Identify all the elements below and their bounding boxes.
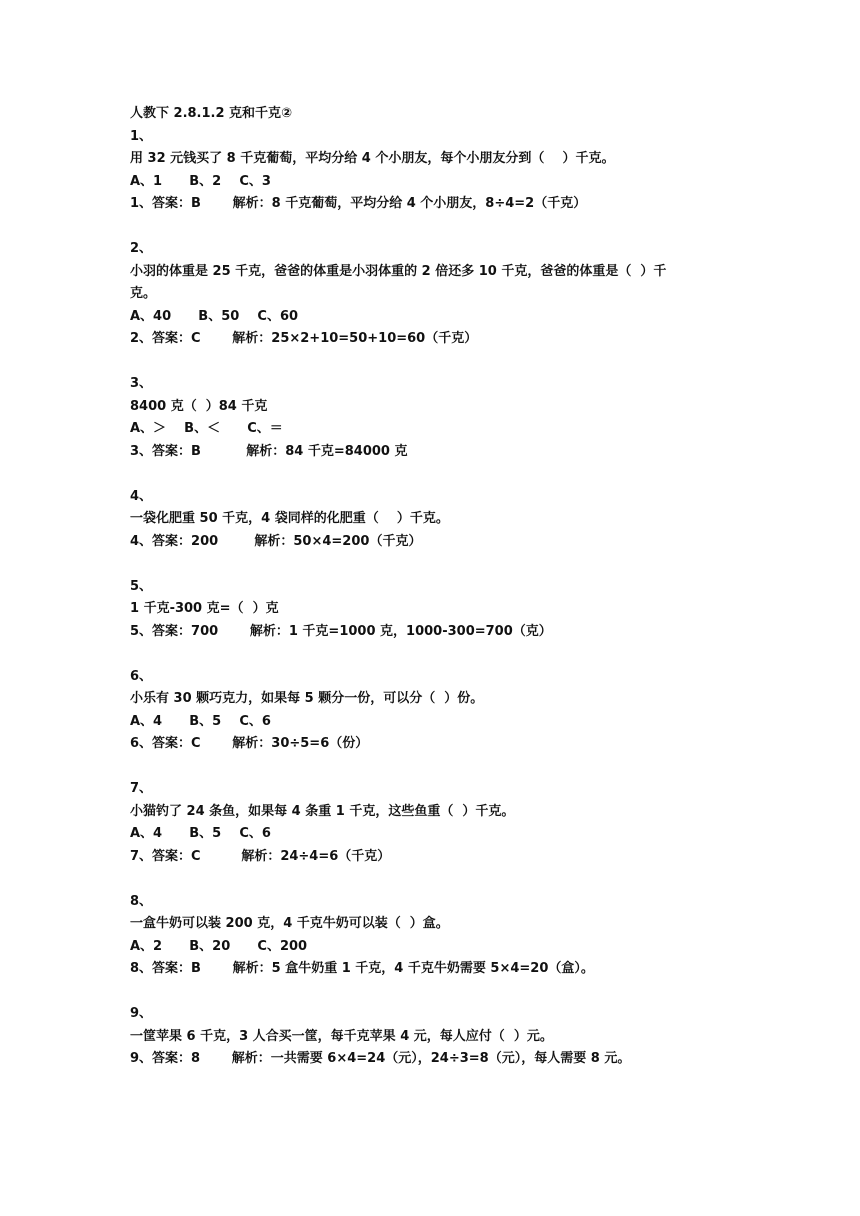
question-stem: 一盒牛奶可以装 200 克，4 千克牛奶可以装（ ）盒。 — [130, 916, 449, 931]
question-answer: 6、答案：C 解析：30÷5=6（份） — [130, 736, 369, 751]
question-answer: 3、答案：B 解析：84 千克=84000 克 — [130, 443, 408, 459]
spacer — [130, 756, 750, 779]
spacer — [130, 351, 750, 374]
question-6 — [130, 666, 750, 756]
question-number: 6、 — [130, 668, 153, 684]
question-1 — [130, 126, 750, 216]
question-number: 1、 — [130, 128, 153, 144]
question-4 — [130, 486, 750, 554]
question-7 — [130, 778, 750, 868]
question-stem: 小猫钓了 24 条鱼，如果每 4 条重 1 千克，这些鱼重（ ）千克。 — [130, 803, 515, 819]
question-answer: 7、答案：C 解析：24÷4=6（千克） — [130, 848, 391, 864]
spacer — [130, 463, 750, 486]
question-answer: 4、答案：200 解析：50×4=200（千克） — [130, 533, 422, 549]
question-number: 2、 — [130, 241, 153, 256]
question-options: A、2 B、20 C、200 — [130, 938, 308, 954]
document-title: 人教下 2.8.1.2 克和千克② — [130, 106, 293, 121]
question-stem: 小羽的体重是 25 千克，爸爸的体重是小羽体重的 2 倍还多 10 千克，爸爸的体重是（ ）千 — [130, 263, 667, 279]
question-stem: 1 千克-300 克=（ ）克 — [130, 601, 279, 616]
question-options: A、4 B、5 C、6 — [130, 713, 271, 729]
question-stem-continued: 克。 — [130, 286, 157, 301]
question-number: 9、 — [130, 1006, 153, 1021]
question-3 — [130, 373, 750, 463]
question-number: 8、 — [130, 893, 153, 909]
question-options: A、4 B、5 C、6 — [130, 826, 271, 841]
question-answer: 1、答案：B 解析：8 千克葡萄，平均分给 4 个小朋友，8÷4=2（千克） — [130, 196, 587, 211]
spacer — [130, 553, 750, 576]
question-5 — [130, 576, 750, 644]
document-page — [130, 103, 750, 1071]
question-stem: 一袋化肥重 50 千克，4 袋同样的化肥重（ ）千克。 — [130, 511, 449, 526]
question-number: 4、 — [130, 488, 153, 504]
question-answer: 5、答案：700 解析：1 千克=1000 克，1000-300=700（克） — [130, 623, 552, 639]
question-options: A、40 B、50 C、60 — [130, 308, 299, 324]
question-options: A、1 B、2 C、3 — [130, 173, 271, 189]
question-2 — [130, 238, 750, 351]
spacer — [130, 981, 750, 1004]
question-answer: 8、答案：B 解析：5 盒牛奶重 1 千克，4 千克牛奶需要 5×4=20（盒）。 — [130, 961, 594, 976]
question-stem: 8400 克（ ）84 千克 — [130, 398, 268, 414]
question-number: 7、 — [130, 781, 153, 796]
question-options: A、＞ B、＜ C、＝ — [130, 421, 283, 436]
question-stem: 用 32 元钱买了 8 千克葡萄，平均分给 4 个小朋友，每个小朋友分到（ ）千克。 — [130, 151, 615, 166]
question-number: 3、 — [130, 376, 153, 391]
question-stem: 小乐有 30 颗巧克力，如果每 5 颗分一份，可以分（ ）份。 — [130, 691, 484, 706]
question-number: 5、 — [130, 578, 153, 594]
question-9 — [130, 1003, 750, 1071]
spacer — [130, 643, 750, 666]
spacer — [130, 868, 750, 891]
spacer — [130, 216, 750, 239]
question-answer: 2、答案：C 解析：25×2+10=50+10=60（千克） — [130, 331, 478, 346]
question-8 — [130, 891, 750, 981]
question-answer: 9、答案：8 解析：一共需要 6×4=24（元），24÷3=8（元），每人需要 8 元。 — [130, 1051, 631, 1066]
question-stem: 一筐苹果 6 千克，3 人合买一筐，每千克苹果 4 元，每人应付（ ）元。 — [130, 1028, 553, 1044]
